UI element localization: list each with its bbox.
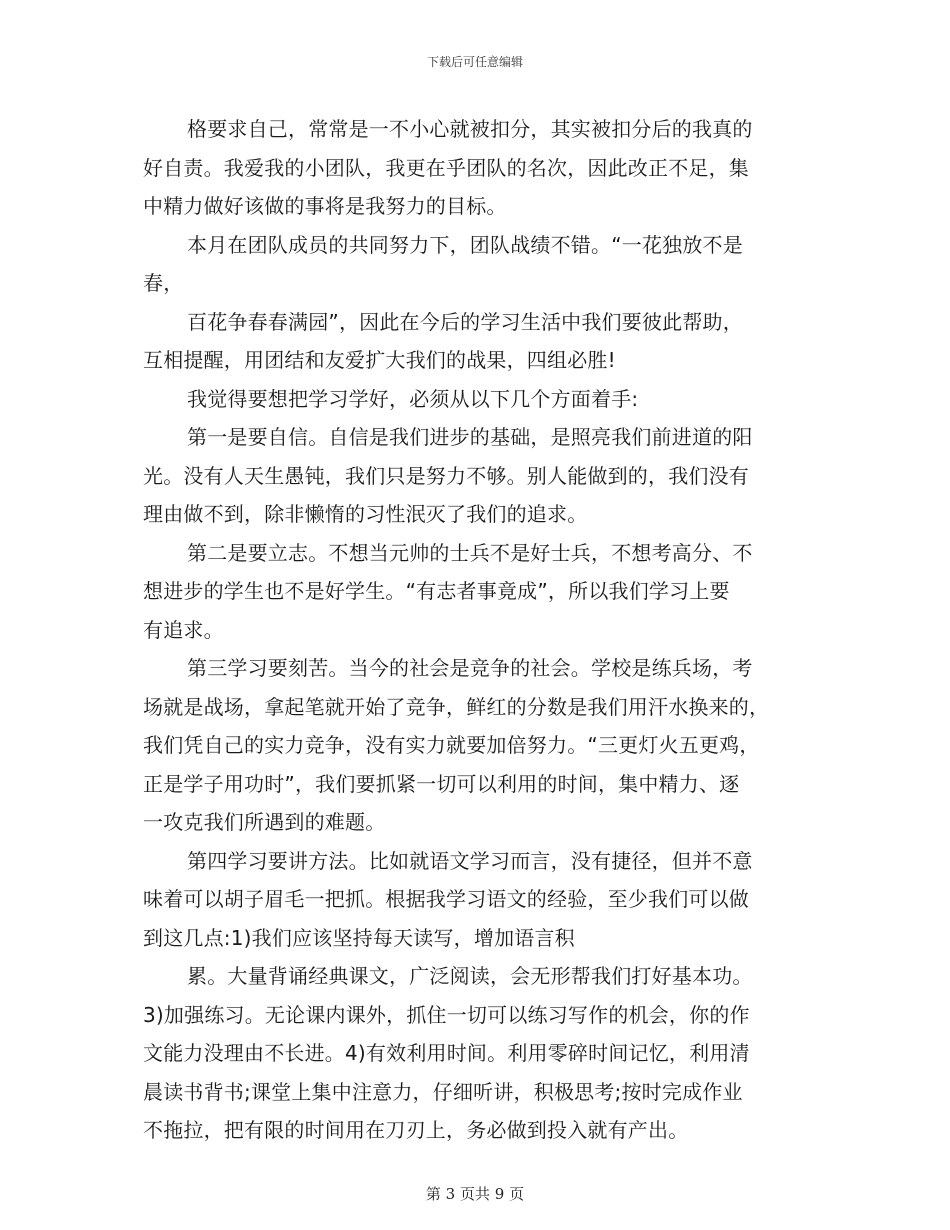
- text-line: 到这几点:1)我们应该坚持每天读写，增加语言积: [143, 925, 575, 950]
- text-line: 想进步的学生也不是好学生。“有志者事竟成”，所以我们学习上要: [143, 579, 730, 603]
- text-line: 我们凭自己的实力竞争，没有实力就要加倍努力。“三更灯火五更鸡，: [143, 733, 760, 757]
- text-line: 我觉得要想把学习学好，必须从以下几个方面着手:: [187, 386, 639, 411]
- text-line: 好自责。我爱我的小团队，我更在乎团队的名次，因此改正不足，集: [143, 155, 749, 180]
- text-line: 正是学子用功时”，我们要抓紧一切可以利用的时间，集中精力、逐: [143, 771, 740, 796]
- text-line: 第三学习要刻苦。当今的社会是竞争的社会。学校是练兵场，考: [187, 656, 753, 680]
- text-line: 第一是要自信。自信是我们进步的基础，是照亮我们前进道的阳: [187, 425, 753, 449]
- text-line: 晨读书背书;课堂上集中注意力，仔细听讲，积极思考;按时完成作业: [143, 1079, 743, 1104]
- text-line: 光。没有人天生愚钝，我们只是努力不够。别人能做到的，我们没有: [143, 463, 749, 488]
- text-line: 本月在团队成员的共同努力下，团队战绩不错。“一花独放不是: [187, 232, 743, 257]
- text-line: 互相提醒，用团结和友爱扩大我们的战果，四组必胜!: [143, 348, 616, 372]
- text-line: 第四学习要讲方法。比如就语文学习而言，没有捷径，但并不意: [187, 848, 753, 873]
- text-line: 味着可以胡子眉毛一把抓。根据我学习语文的经验，至少我们可以做: [143, 887, 749, 911]
- page-footer: 第 3 页共 9 页: [425, 1185, 525, 1203]
- text-line: 百花争春春满园”，因此在今后的学习生活中我们要彼此帮助，: [187, 309, 743, 334]
- text-line: 第二是要立志。不想当元帅的士兵不是好士兵，不想考高分、不: [187, 540, 753, 565]
- page-header: 下载后可任意编辑: [426, 55, 523, 69]
- text-line: 中精力做好该做的事将是我努力的目标。: [143, 194, 507, 218]
- text-line: 场就是战场，拿起笔就开始了竞争，鲜红的分数是我们用汗水换来的，: [143, 694, 770, 719]
- text-line: 春，: [143, 271, 184, 295]
- text-line: 3)加强练习。无论课内课外，抓住一切可以练习写作的机会，你的作: [143, 1002, 750, 1027]
- text-line: 理由做不到，除非懒惰的习性泯灭了我们的追求。: [143, 502, 588, 526]
- text-line: 文能力没理由不长进。4)有效利用时间。利用零碎时间记忆，利用清: [143, 1041, 750, 1065]
- text-line: 有追求。: [143, 617, 224, 642]
- text-line: 格要求自己，常常是一不小心就被扣分，其实被扣分后的我真的: [187, 117, 753, 141]
- text-line: 一攻克我们所遇到的难题。: [143, 810, 386, 834]
- text-line: 不拖拉，把有限的时间用在刀刃上，务必做到投入就有产出。: [143, 1118, 689, 1142]
- document-body: [143, 110, 803, 1150]
- text-line: 累。大量背诵经典课文，广泛阅读，会无形帮我们打好基本功。: [187, 964, 753, 988]
